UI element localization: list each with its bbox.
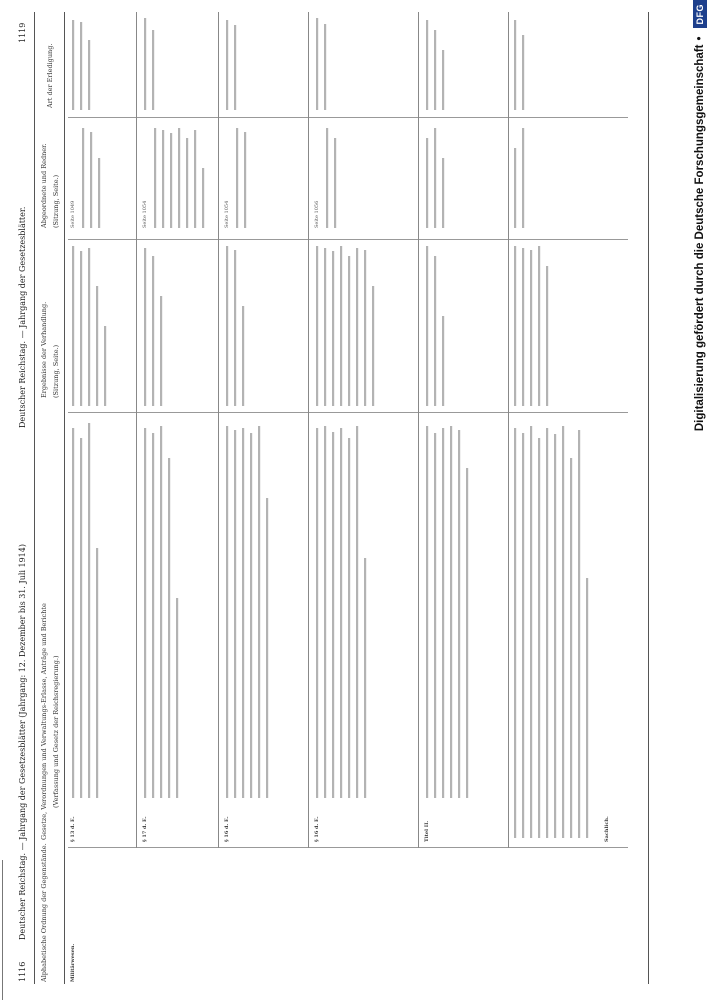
sitting-label: Seite 1054: [224, 200, 230, 228]
column-heading-speakers: Abgeordnete und Redner.: [40, 143, 48, 228]
row-label: Titel II.: [424, 820, 430, 842]
banner-separator: •: [693, 36, 706, 41]
row-label: § 16 d. E.: [314, 816, 320, 842]
column-heading-subject: Alphabetische Ordnung der Gegenstände.: [40, 843, 48, 982]
column-heading-disposal: Art der Erledigung.: [46, 43, 54, 108]
subject-entry: Militärwesen.: [70, 943, 76, 982]
column-heading-results: Ergebnisse der Verhandlung.: [40, 301, 48, 398]
sitting-label: Seite 1056: [314, 200, 320, 228]
rotated-document: [8, 8, 668, 988]
row-label: § 17 d. E.: [142, 816, 148, 842]
dfg-logo-badge: DFG: [693, 0, 707, 29]
sitting-label: Seite 1049: [70, 200, 76, 228]
left-page-number: 1116: [18, 961, 27, 982]
page-edge-line: [2, 860, 3, 1000]
banner-text: Digitalisierung gefördert durch die Deutsche Forschungsgemeinschaft: [693, 44, 706, 432]
digitization-banner: [684, 0, 707, 1000]
left-running-title: Deutscher Reichstag. — Jahrgang der Gesetzesblätter (Jahrgang: 12. Dezember bis 31. Juli 1914): [18, 544, 27, 940]
illegible-text-lines: [8, 8, 668, 988]
closing-note: Sachlich.: [604, 816, 610, 842]
sitting-label: Seite 1054: [142, 200, 148, 228]
footer-rule: [648, 12, 649, 984]
right-page-number: 1119: [18, 22, 27, 43]
column-heading-speakers-sub: (Sitzung, Seite.): [52, 174, 60, 228]
column-heading-laws-sub: (Verfassung und Gesetz der Reichsregierung.): [52, 655, 60, 808]
column-heading-laws: Gesetze, Verordnungen und Verwaltungs-Erlasse, Anträge und Berichte: [40, 603, 48, 840]
row-label: § 16 d. E.: [224, 816, 230, 842]
row-label: § 13 d. E.: [70, 816, 76, 842]
center-running-title: Deutscher Reichstag. — Jahrgang der Gesetzesblätter.: [18, 206, 27, 428]
column-heading-results-sub: (Sitzung, Seite.): [52, 344, 60, 398]
